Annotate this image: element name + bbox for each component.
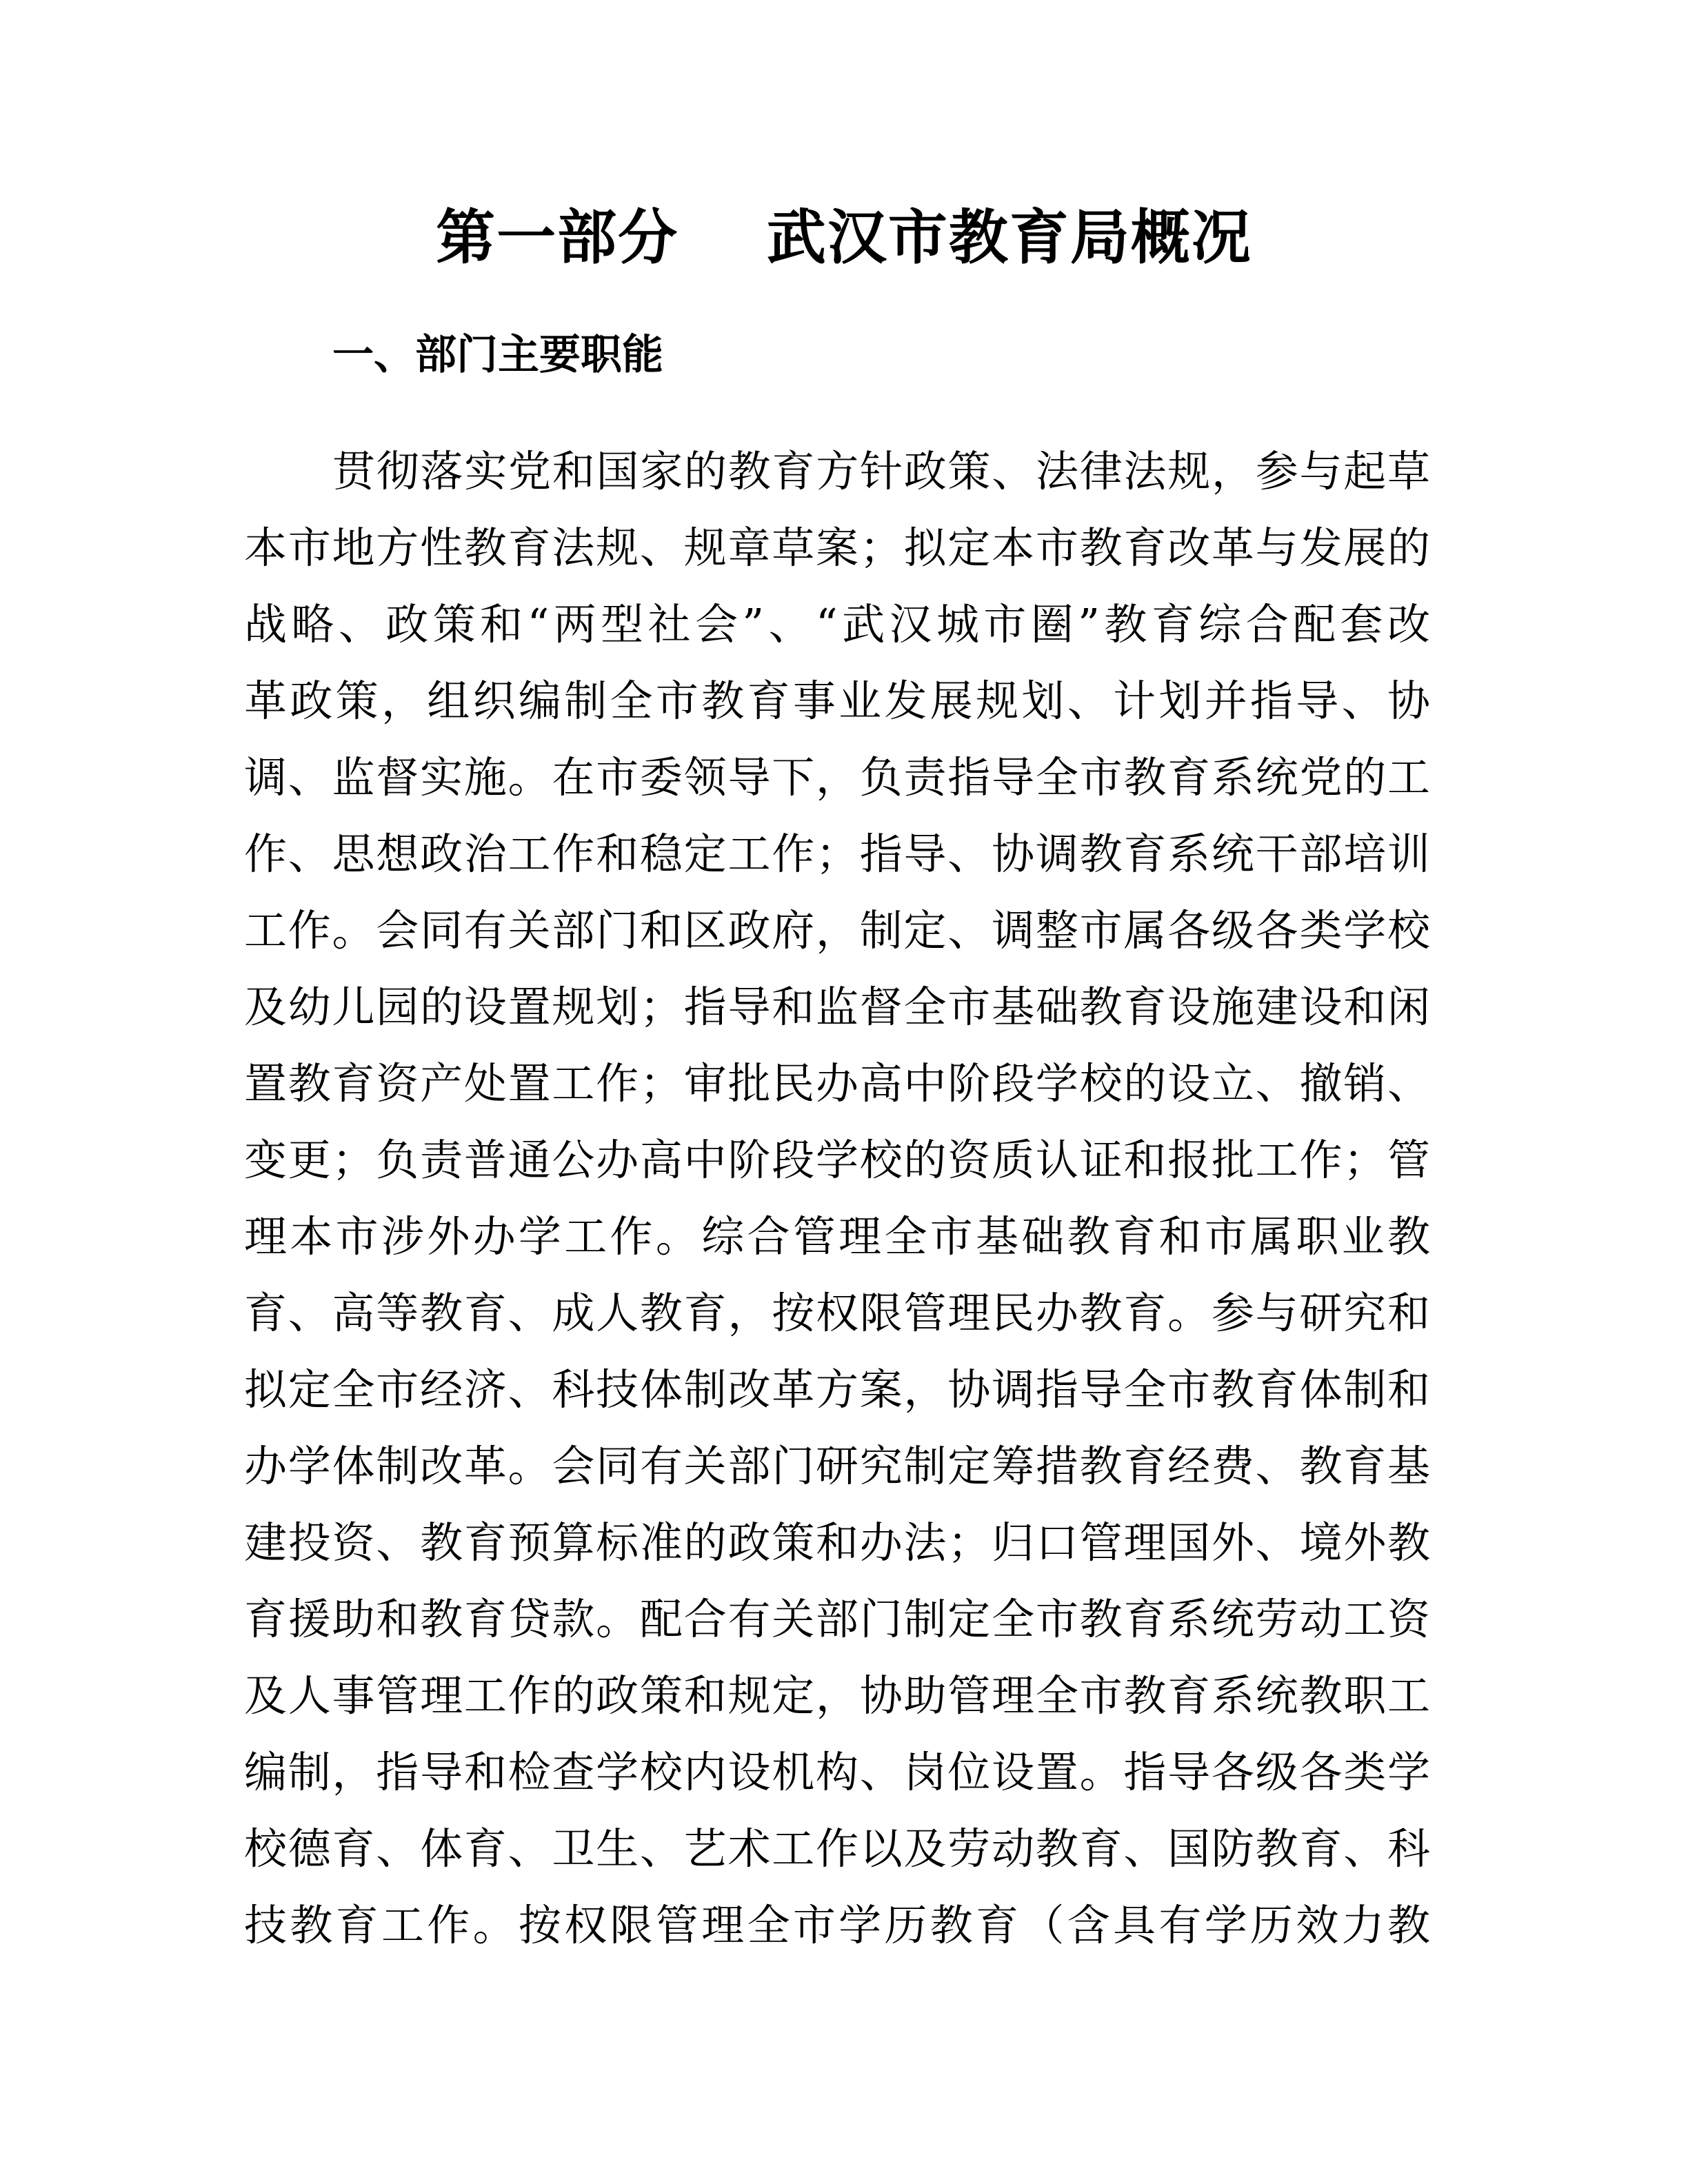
paragraph-line: 革政策，组织编制全市教育事业发展规划、计划并指导、协 [244,676,1430,726]
paragraph-line: 变更；负责普通公办高中阶段学校的资质认证和报批工作；管 [244,1135,1430,1185]
paragraph-line: 调、监督实施。在市委领导下，负责指导全市教育系统党的工 [244,752,1430,802]
paragraph-line: 置教育资产处置工作；审批民办高中阶段学校的设立、撤销、 [244,1058,1430,1109]
paragraph-line: 编制，指导和检查学校内设机构、岗位设置。指导各级各类学 [244,1747,1430,1797]
paragraph-line: 及幼儿园的设置规划；指导和监督全市基础教育设施建设和闲 [244,982,1430,1032]
paragraph-line: 工作。会同有关部门和区政府，制定、调整市属各级各类学校 [244,905,1430,956]
paragraph-line: 建投资、教育预算标准的政策和办法；归口管理国外、境外教 [244,1517,1430,1568]
paragraph-line: 理本市涉外办学工作。综合管理全市基础教育和市属职业教 [244,1211,1430,1262]
paragraph-line: 及人事管理工作的政策和规定，协助管理全市教育系统教职工 [244,1670,1430,1721]
paragraph-line: 本市地方性教育法规、规章草案；拟定本市教育改革与发展的 [244,523,1430,573]
paragraph-line: 技教育工作。按权限管理全市学历教育（含具有学历效力教 [244,1900,1430,1950]
body-paragraph [244,433,1430,1963]
paragraph-line: 办学体制改革。会同有关部门研究制定筹措教育经费、教育基 [244,1441,1430,1491]
page-title: 第一部分 武汉市教育局概况 [436,203,1252,272]
paragraph-line: 育、高等教育、成人教育，按权限管理民办教育。参与研究和 [244,1288,1430,1338]
paragraph-line: 作、思想政治工作和稳定工作；指导、协调教育系统干部培训 [244,829,1430,879]
paragraph-line: 战略、政策和“两型社会”、“武汉城市圈”教育综合配套改 [244,599,1430,649]
paragraph-line: 拟定全市经济、科技体制改革方案，协调指导全市教育体制和 [244,1364,1430,1415]
paragraph-line: 贯彻落实党和国家的教育方针政策、法律法规，参与起草 [332,446,1430,496]
paragraph-line: 育援助和教育贷款。配合有关部门制定全市教育系统劳动工资 [244,1594,1430,1644]
section-heading: 一、部门主要职能 [332,331,663,379]
paragraph-line: 校德育、体育、卫生、艺术工作以及劳动教育、国防教育、科 [244,1823,1430,1874]
